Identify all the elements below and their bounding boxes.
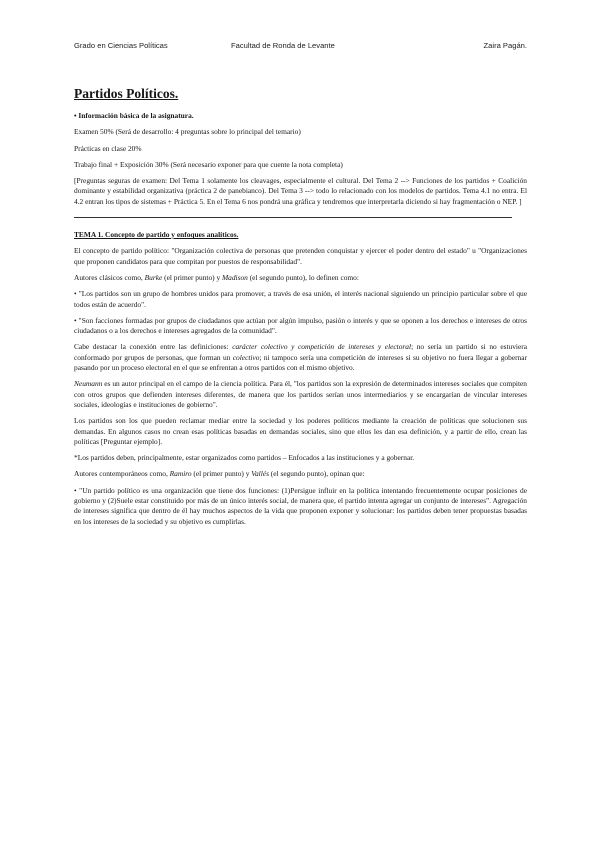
- paragraph-concepto: El concepto de partido político: "Organización colectiva de personas que pretenden conquistar y ejercer el poder dentro del estado" u "Organizaciones que proponen candidatos para que compitan por puestos de responsabilidad".: [74, 246, 527, 266]
- info-exam: Examen 50% (Será de desarrollo: 4 preguntas sobre lo principal del temario): [74, 127, 301, 137]
- bullet-ramiro-valles: • "Un partido político es una organización que tiene dos funciones: (1)Persigue influir en la política intentando frecuentemente ocupar posiciones de gobierno y (2)Suele estar constituido por más de un único interés social, de manera que, el partido intenta agregar un conjunto de intereses". Agregación de intereses significa que dentro de él hay muchos aspectos de la vida que proponen exponer y solucionar: los partidos deben tener propuestas basadas en los intereses de la sociedad y su objetivo es cumplirlas.: [74, 485, 527, 526]
- info-preguntas: [Preguntas seguras de examen: Del Tema 1 solamente los cleavages, especialmente el cultural. Del Tema 2 --> Funciones de los partidos + Coalición dominante y estabilidad organizativa (práctica 2 de panebianco). Del Tema 3 --> todo lo relacionado con los modelos de partidos. Tema 4.1 no entra. El 4.2 entran los tipos de sistemas + Práctica 5. En el Tema 6 nos pondrá una gráfica y tendremos que interpretarla diciendo si hay fragmentación o NEP. ]: [74, 176, 527, 206]
- paragraph-reclamar: Los partidos son los que pueden reclamar mediar entre la sociedad y los poderes políticos mediante la creación de políticas que solucionen sus demandas. En algunos casos no crean esas políticas basadas en demandas sociales, sino que ellos les dan esa definición, y a partir de ello, crean las políticas [Preguntar ejemplo].: [74, 416, 527, 446]
- author-neumann: Neumann: [74, 379, 103, 389]
- text-run: (el primer punto) y: [162, 272, 222, 282]
- info-heading: • Información básica de la asignatura.: [74, 111, 194, 120]
- document-body: [74, 86, 527, 533]
- author-ramiro: Ramiro: [169, 469, 192, 479]
- text-run: Cabe destacar la conexión entre las definiciones:: [74, 342, 233, 352]
- text-run: ; ni tampoco sería una competición de intereses si su objetivo no fuera llegar a gobernar pasando por un proceso electoral en el que se enfrentan a otros partidos con el mismo objetivo.: [74, 352, 527, 373]
- header-author: Zaira Pagán.: [483, 41, 527, 50]
- info-trabajo: Trabajo final + Exposición 30% (Será necesario exponer para que cuente la nota completa): [74, 159, 343, 169]
- header-degree: Grado en Ciencias Políticas: [74, 41, 168, 50]
- bullet-madison: • "Son facciones formadas por grupos de ciudadanos que actúan por algún impulso, pasión o interés y que se oponen a los derechos e intereses de otros ciudadanos o a los derechos e intereses agregados de la comunidad".: [74, 315, 527, 336]
- paragraph-nota: *Los partidos deben, principalmente, estar organizados como partidos – Enfocados a las instituciones y a gobernar.: [74, 453, 415, 463]
- bullet-burke: • "Los partidos son un grupo de hombres unidos para promover, a través de esa unión, el interés nacional siguiendo un principio particular sobre el que todos están de acuerdo".: [74, 289, 527, 309]
- page-header: [74, 41, 527, 50]
- text-run: ; no sería un partido si no estuviera conformado por grupos de personas, que forman un: [74, 342, 527, 362]
- text-run: Autores contemporáneos como,: [74, 469, 170, 479]
- author-madison: Madison: [222, 272, 248, 282]
- author-burke: Burke: [144, 272, 163, 282]
- paragraph-conexion: [74, 342, 527, 373]
- text-run: (el segundo punto), opinan que:: [268, 469, 365, 479]
- text-run: es un autor principal en el campo de la ciencia política. Para él, "los partidos son la expresión de determinados intereses sociales que compiten con otros grupos que defienden intereses diferentes, de manera que los partidos serían unos intermediarios y se encargarían de vincular intereses sociales, ideologías e instituciones de gobierno".: [74, 379, 527, 409]
- text-run: Autores clásicos como,: [74, 272, 145, 282]
- author-valles: Vallés: [251, 469, 269, 479]
- header-faculty: Facultad de Ronda de Levante: [231, 41, 335, 50]
- paragraph-clasicos: [74, 273, 527, 283]
- emphasis-colectivo: colectivo: [232, 352, 260, 362]
- horizontal-rule: [74, 217, 512, 218]
- text-run: (el primer punto) y: [191, 469, 252, 479]
- paragraph-neumann: [74, 379, 527, 410]
- paragraph-contemporaneos: [74, 469, 527, 479]
- info-practicas: Prácticas en clase 20%: [74, 143, 142, 153]
- document-title: Partidos Políticos.: [74, 86, 179, 101]
- section-title-tema1: TEMA 1. Concepto de partido y enfoques analíticos.: [74, 230, 239, 240]
- emphasis-caracter: carácter colectivo y competición de intereses y electoral: [232, 342, 412, 352]
- text-run: (el segundo punto), lo definen como:: [247, 272, 359, 282]
